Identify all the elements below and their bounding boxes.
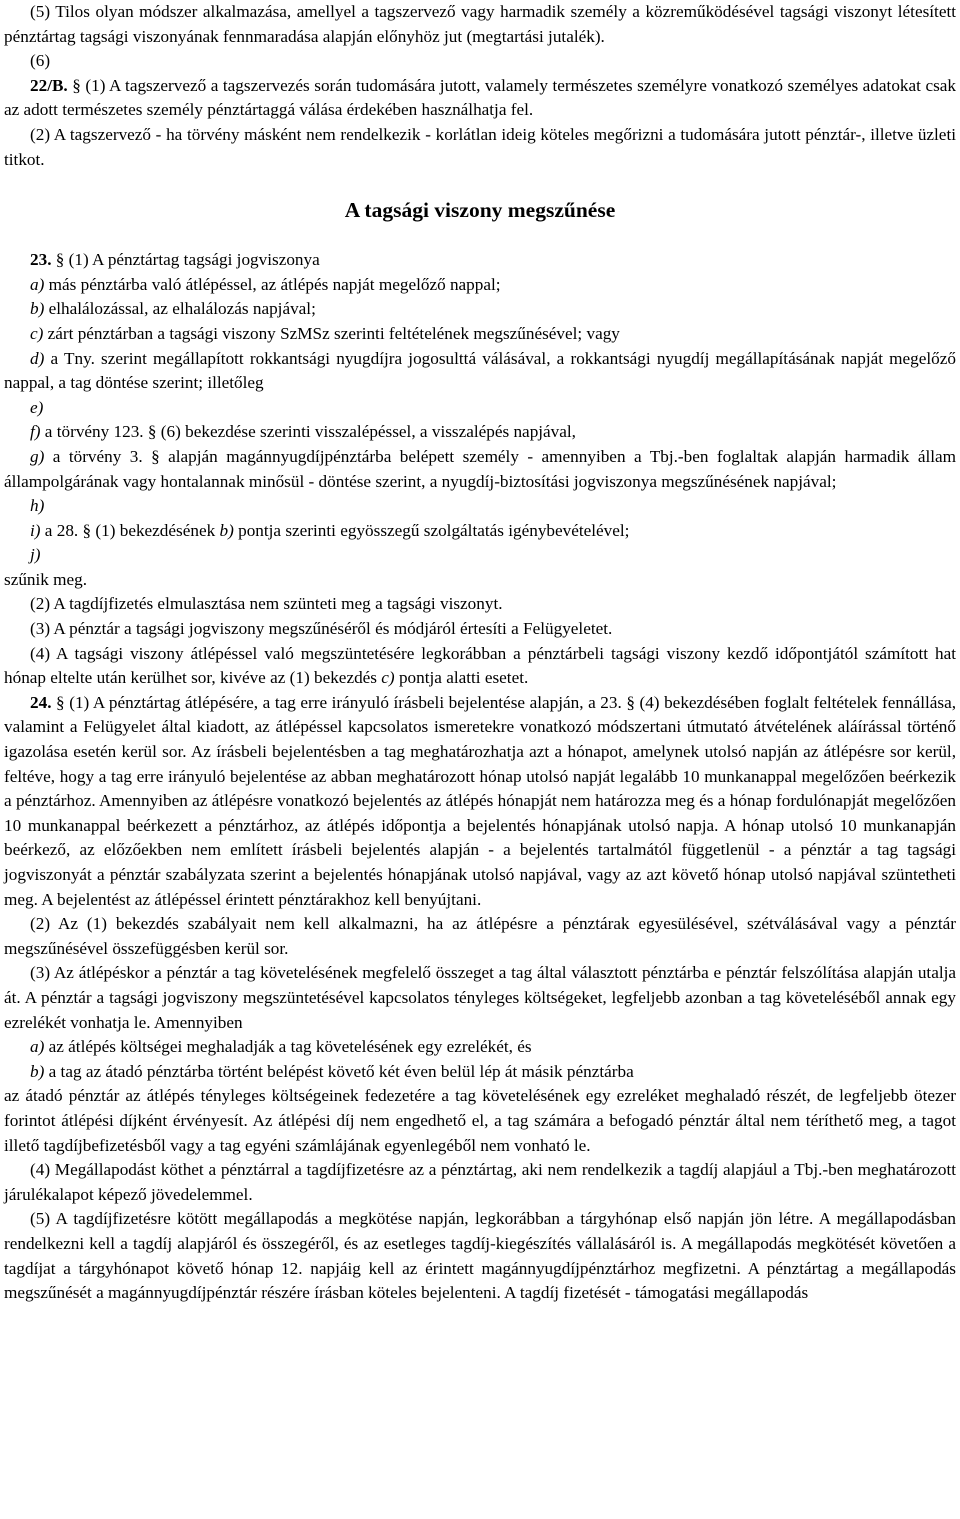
paragraph (4, 322, 956, 347)
text-run: zárt pénztárban a tagsági viszony SzMSz szerinti feltételének megszűnésével; vagy (43, 323, 620, 343)
paragraph (4, 961, 956, 1035)
text-run: az átlépés költségei meghaladják a tag követelésének egy ezrelékét, és (44, 1037, 532, 1057)
paragraph (4, 691, 956, 912)
text-run: a törvény 3. § alapján magánnyugdíjpénztárba belépett személy - amennyiben a Tbj.-ben foglaltak alapján harmadik állam állampolgárának vagy hontalannak minősül - döntése szerint, a nyugdíj-biztosítási jogviszonya megszűnésének napjával; (4, 446, 956, 491)
text-run: az átadó pénztár az átlépés tényleges költségeinek fedezetére a tag követelésének egy ezreléket meghaladó részét, de legfeljebb ötezer forintot átlépési díjként érvényesít. Az átlépési díj nem engedhető el, a tag számára a befogadó pénztár által nem téríthető meg, a tagot illető tagdíjbefizetésből vagy a tag egyéni számlájának egyenlegéből nem vonható le. (4, 1086, 956, 1155)
paragraph (4, 1158, 956, 1207)
paragraph (4, 543, 956, 568)
italic-run: b) (219, 520, 234, 540)
text-run: szűnik meg. (4, 569, 88, 589)
paragraph (4, 519, 956, 544)
text-run: § (1) A pénztártag átlépésére, a tag erre irányuló írásbeli bejelentése alapján, a 23. § (4) bekezdésében foglalt feltételek fennállása, valamint a Felügyelet által kiadott, az átlépéssel kapcsolatos ismeretekre vonatkozó módszertani útmutató átvételének aláírással történő igazolása esetén kerül sor. Az írásbeli bejelentésben a tag meghatározhatja azt a hónapot, amelynek utolsó napján az átlépésre sor kerül, feltéve, hogy a tag erre irányuló bejelentése az abban meghatározott hónap utolsó napját legalább 10 munkanappal megelőzően beérkezik a pénztárhoz. Amennyiben az átlépésre vonatkozó bejelentés az átlépés hónapját nem határozza meg és a hónap fordulónapját megelőzően 10 munkanappal beérkezett a pénztárhoz, az átlépés időpontja a bejelentés hónapjának utolsó napja. A hónap utolsó 10 munkanapján beérkező, az előzőekben nem említett írásbeli bejelentés alapján - a bejelentés tartalmától függetlenül - a pénztár a tag tagsági jogviszonyát a pénztár szabályzata szerint a bejelentés hónapjának utolsó napjával, vagy az azt követő hónap utolsó napjával szüntetheti meg. A bejelentést az átlépéssel érintett pénztárakhoz kell benyújtani. (4, 692, 956, 909)
italic-run: e) (30, 397, 44, 417)
italic-run: a) (30, 1037, 45, 1057)
italic-run: d) (30, 348, 45, 368)
text-run: a 28. § (1) bekezdésének (40, 520, 220, 540)
text-run: (3) A pénztár a tagsági jogviszony megszűnéséről és módjáról értesíti a Felügyeletet. (30, 619, 613, 639)
text-run: (6) (30, 51, 51, 71)
italic-run: c) (381, 668, 395, 688)
italic-run: g) (30, 446, 45, 466)
italic-run: b) (30, 299, 45, 319)
text-run: (2) A tagszervező - ha törvény másként nem rendelkezik - korlátlan ideig köteles megőrizni a tudomására jutott pénztár-, illetve üzleti titkot. (4, 124, 956, 169)
paragraph (4, 74, 956, 123)
italic-run: f) (30, 422, 41, 442)
text-run: pontja szerinti egyösszegű szolgáltatás igénybevételével; (233, 520, 630, 540)
paragraph (4, 248, 956, 273)
paragraph (4, 912, 956, 961)
text-run: elhalálozással, az elhalálozás napjával; (44, 299, 316, 319)
paragraph (4, 1035, 956, 1060)
paragraph (4, 1060, 956, 1085)
italic-run: h) (30, 496, 45, 516)
text-run: (4) Megállapodást köthet a pénztárral a tagdíjfizetésre az a pénztártag, aki nem rendelkezik a tagdíj alapjául a Tbj.-ben meghatározott járulékalapot képező jövedelemmel. (4, 1160, 956, 1204)
paragraph (4, 297, 956, 322)
text-run: (3) Az átlépéskor a pénztár a tag követelésének megfelelő összeget a tag által választott pénztárba e pénztár felszólítása alapján utalja át. A pénztár a tagsági jogviszony megszüntetésével kapcsolatos tényleges költségeket, legfeljebb azonban a tag követeléséből annak egy ezrelékét vonhatja le. Amennyiben (4, 963, 956, 1032)
italic-run: j) (30, 545, 41, 565)
paragraph (4, 420, 956, 445)
text-run: a tag az átadó pénztárba történt belépést követő két éven belül lép át másik pénztárba (44, 1061, 634, 1081)
text-run: § (1) A tagszervező a tagszervezés során tudomására jutott, valamely természetes személyre vonatkozó személyes adatokat csak az adott természetes személy pénztártaggá válása érdekében használhatja fel. (4, 75, 956, 120)
paragraph (4, 49, 956, 74)
paragraph (4, 347, 956, 396)
paragraph (4, 0, 956, 49)
text-run: a törvény 123. § (6) bekezdése szerinti visszalépéssel, a visszalépés napjával, (40, 422, 576, 442)
bold-run: 24. (30, 692, 52, 712)
text-run: (5) A tagdíjfizetésre kötött megállapodás a megkötése napján, legkorábban a tárgyhónap első napján jön létre. A megállapodásban rendelkezni kell a tagdíj alapjáról és összegéről, és az esetleges tagdíj-kiegészítés vállalásáról is. A megállapodás megkötését követően a tagdíjat a tárgyhónapot követő hónap 12. napjáig kell az érintett magánnyugdíjpénztárhoz megfizetni. A pénztártag a megállapodás megszűnését a magánnyugdíjpénztár részére írásban köteles bejelenteni. A tagdíj fizetését - támogatási megállapodás (4, 1209, 956, 1303)
text-run: a Tny. szerint megállapított rokkantsági nyugdíjra jogosulttá válásával, a rokkantsági nyugdíj megállapításának napját megelőző nappal, a tag döntése szerint; illetőleg (4, 348, 956, 393)
text-run: (2) Az (1) bekezdés szabályait nem kell alkalmazni, ha az átlépésre a pénztárak egyesülésével, szétválásával vagy a pénztár megszűnésével összefüggésben kerül sor. (4, 914, 956, 958)
text-run: (5) Tilos olyan módszer alkalmazása, amellyel a tagszervező vagy harmadik személy a közreműködésével tagsági viszonyt létesített pénztártag tagsági viszonyának fennmaradása alapján előnyhöz jut (megtartási jutalék). (4, 2, 956, 46)
paragraph (4, 123, 956, 172)
bold-run: 23. (30, 250, 52, 270)
italic-run: b) (30, 1061, 45, 1081)
paragraph (4, 642, 956, 691)
bold-run: 22/B. (30, 75, 68, 95)
italic-run: c) (30, 323, 44, 343)
section-heading (4, 196, 956, 224)
paragraph (4, 445, 956, 494)
italic-run: i) (30, 520, 41, 540)
paragraph (4, 568, 956, 593)
paragraph (4, 617, 956, 642)
text-run: (4) A tagsági viszony átlépéssel való megszüntetésére legkorábban a pénztárbeli tagsági viszony kezdő időpontjától számított hat hónap eltelte után kerülhet sor, kivéve az (1) bekezdés (4, 643, 956, 688)
paragraph (4, 1207, 956, 1305)
paragraph (4, 592, 956, 617)
text-run: pontja alatti esetet. (394, 668, 529, 688)
text-run: A tagsági viszony megszűnése (344, 198, 616, 223)
paragraph (4, 494, 956, 519)
italic-run: a) (30, 274, 45, 294)
text-run: (2) A tagdíjfizetés elmulasztása nem szünteti meg a tagsági viszonyt. (30, 594, 503, 614)
paragraph (4, 273, 956, 298)
text-run: más pénztárba való átlépéssel, az átlépés napját megelőző nappal; (44, 274, 501, 294)
paragraph (4, 396, 956, 421)
paragraph (4, 1084, 956, 1158)
text-run: § (1) A pénztártag tagsági jogviszonya (51, 250, 320, 270)
